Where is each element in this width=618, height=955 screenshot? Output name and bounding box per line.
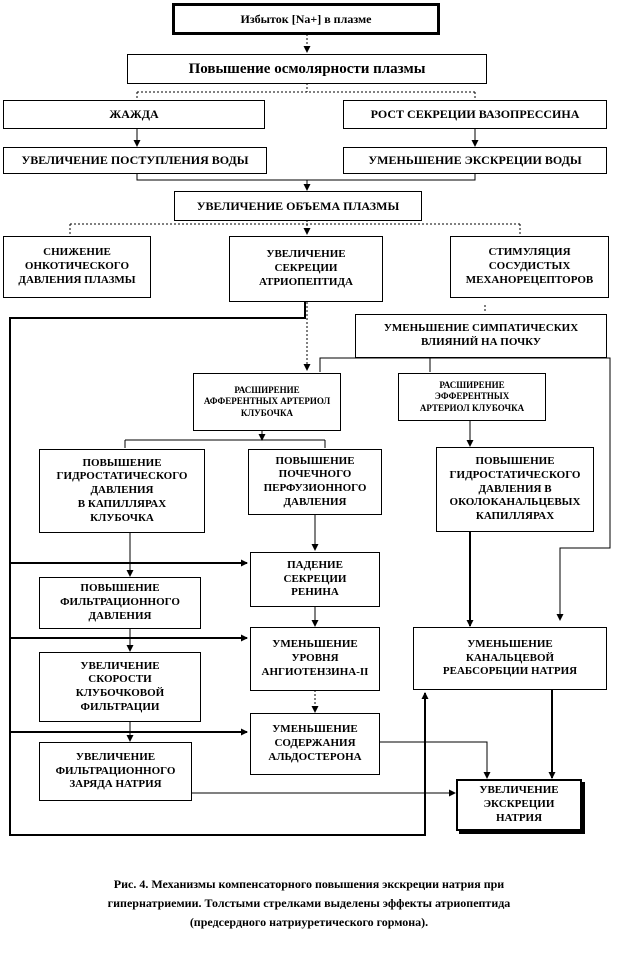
arrow-osmolarity-split [137,83,475,100]
node-afferent: РАСШИРЕНИЕ АФФЕРЕНТНЫХ АРТЕРИОЛ КЛУБОЧКА [193,373,341,431]
node-filtration-pressure: ПОВЫШЕНИЕ ФИЛЬТРАЦИОННОГО ДАВЛЕНИЯ [39,577,201,629]
node-water-intake: УВЕЛИЧЕНИЕ ПОСТУПЛЕНИЯ ВОДЫ [3,147,267,174]
arrow-aldo-excretion [378,742,487,778]
node-mechanoreceptors: СТИМУЛЯЦИЯ СОСУДИСТЫХ МЕХАНОРЕЦЕПТОРОВ [450,236,609,298]
node-sympathetic: УМЕНЬШЕНИЕ СИМПАТИЧЕСКИХ ВЛИЯНИЙ НА ПОЧКУ [355,314,607,358]
node-filtration-charge: УВЕЛИЧЕНИЕ ФИЛЬТРАЦИОННОГО ЗАРЯДА НАТРИЯ [39,742,192,801]
node-aldosterone: УМЕНЬШЕНИЕ СОДЕРЖАНИЯ АЛЬДОСТЕРОНА [250,713,380,775]
node-vasopressin: РОСТ СЕКРЕЦИИ ВАЗОПРЕССИНА [343,100,607,129]
node-atriopeptide: УВЕЛИЧЕНИЕ СЕКРЕЦИИ АТРИОПЕПТИДА [229,236,383,302]
node-angiotensin: УМЕНЬШЕНИЕ УРОВНЯ АНГИОТЕНЗИНА-II [250,627,380,691]
arrow-volume-split [70,224,520,234]
node-excess-sodium: Избыток [Na+] в плазме [172,3,440,35]
node-water-excretion: УМЕНЬШЕНИЕ ЭКСКРЕЦИИ ВОДЫ [343,147,607,174]
node-plasma-volume: УВЕЛИЧЕНИЕ ОБЪЕМА ПЛАЗМЫ [174,191,422,221]
figure-caption: Рис. 4. Механизмы компенсаторного повышения экскреции натрия при гипернатриемии. Толстыми стрелками выделены эффекты атриопептида (предсердного натриуретического гормона). [107,877,511,930]
node-sodium-excretion: УВЕЛИЧЕНИЕ ЭКСКРЕЦИИ НАТРИЯ [456,779,582,831]
node-hydro-peritubular: ПОВЫШЕНИЕ ГИДРОСТАТИЧЕСКОГО ДАВЛЕНИЯ В ОКОЛОКАНАЛЬЦЕВЫХ КАПИЛЛЯРАХ [436,447,594,532]
node-plasma-osmolarity: Повышение осмолярности плазмы [127,54,487,84]
node-renal-perfusion: ПОВЫШЕНИЕ ПОЧЕЧНОГО ПЕРФУЗИОННОГО ДАВЛЕНИЯ [248,449,382,515]
node-oncotic-pressure: СНИЖЕНИЕ ОНКОТИЧЕСКОГО ДАВЛЕНИЯ ПЛАЗМЫ [3,236,151,298]
node-efferent: РАСШИРЕНИЕ ЭФФЕРЕНТНЫХ АРТЕРИОЛ КЛУБОЧКА [398,373,546,421]
node-gfr: УВЕЛИЧЕНИЕ СКОРОСТИ КЛУБОЧКОВОЙ ФИЛЬТРАЦИИ [39,652,201,722]
node-tubular-reabsorption: УМЕНЬШЕНИЕ КАНАЛЬЦЕВОЙ РЕАБСОРБЦИИ НАТРИЯ [413,627,607,690]
node-hydro-capillaries: ПОВЫШЕНИЕ ГИДРОСТАТИЧЕСКОГО ДАВЛЕНИЯ В КАПИЛЛЯРАХ КЛУБОЧКА [39,449,205,533]
arrow-to-volume [137,173,475,190]
node-renin: ПАДЕНИЕ СЕКРЕЦИИ РЕНИНА [250,552,380,607]
node-thirst: ЖАЖДА [3,100,265,129]
arrow-afferent-split [125,430,325,448]
